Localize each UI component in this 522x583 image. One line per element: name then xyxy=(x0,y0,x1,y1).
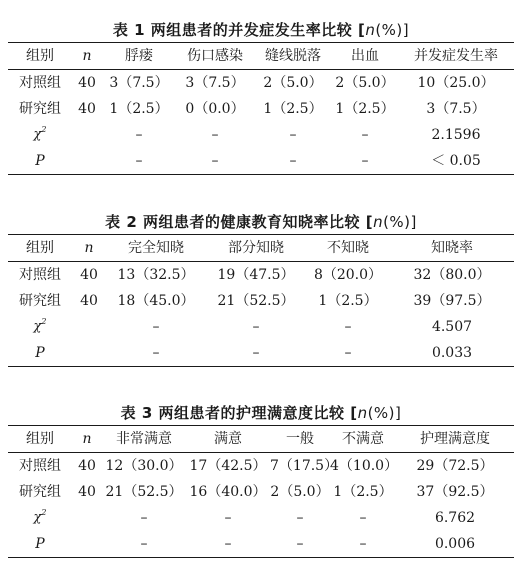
table-1-title-prefix: 表 1 两组患者的并发症发生率比较 [ xyxy=(112,21,366,39)
table-row xyxy=(8,453,514,480)
table-3-title-suffix: (%)] xyxy=(367,404,402,422)
table-header-cell: 缝线脱落 xyxy=(265,48,321,64)
table-1-title-suffix: (%)] xyxy=(375,21,410,39)
table-cell xyxy=(72,148,102,175)
table-cell: 对照组 xyxy=(19,75,61,91)
table-header-cell: 组别 xyxy=(26,240,54,256)
table-cell: – xyxy=(344,319,352,335)
table-cell: – xyxy=(224,536,232,552)
chi-symbol: χ xyxy=(33,319,42,334)
table-cell: 40 xyxy=(78,101,96,117)
table-cell: – xyxy=(152,345,160,361)
table-cell: 37（92.5） xyxy=(416,484,494,500)
table-header-cell: 非常满意 xyxy=(116,431,172,447)
table-cell: 8（20.0） xyxy=(313,267,383,283)
table-1-title-n: n xyxy=(365,21,376,39)
table-cell: 17（42.5） xyxy=(189,458,267,474)
table-cell: 4（10.0） xyxy=(330,458,399,474)
table-cell: 0（0.0） xyxy=(185,101,245,117)
table-row xyxy=(8,288,514,314)
table-cell xyxy=(72,122,102,148)
table-header-cell: 满意 xyxy=(214,431,242,447)
table-cell: 3（7.5） xyxy=(426,101,486,117)
table-row xyxy=(8,262,514,289)
table-cell: 18（45.0） xyxy=(117,293,195,309)
chi-superscript: 2 xyxy=(41,317,47,326)
table-header-cell: n xyxy=(84,240,94,256)
table-1-block xyxy=(0,18,522,175)
p-value-row xyxy=(8,148,514,175)
table-cell: 2（5.0） xyxy=(335,75,395,91)
table-cell: 2.1596 xyxy=(431,127,481,143)
table-cell: 13（32.5） xyxy=(117,267,195,283)
table-cell: 0.006 xyxy=(434,536,476,552)
table-2-block xyxy=(0,210,522,367)
table-3-header-row xyxy=(8,426,514,453)
table-cell: 2（5.0） xyxy=(263,75,323,91)
table-2-title-prefix: 表 2 两组患者的健康教育知晓率比较 [ xyxy=(105,213,374,231)
table-cell: 1（2.5） xyxy=(333,484,393,500)
p-value-label: P xyxy=(35,536,45,552)
table-cell: – xyxy=(359,536,367,552)
table-cell: – xyxy=(361,127,369,143)
table-cell xyxy=(72,531,102,558)
table-cell: – xyxy=(211,127,219,143)
table-cell: – xyxy=(296,536,304,552)
table-header-cell: 完全知晓 xyxy=(128,240,184,256)
chi-symbol: χ xyxy=(33,127,42,142)
table-cell: 39（97.5） xyxy=(413,293,491,309)
table-2-header-row xyxy=(8,235,514,262)
table-cell: – xyxy=(344,345,352,361)
table-cell: 1（2.5） xyxy=(318,293,378,309)
p-value-row xyxy=(8,340,514,367)
table-cell: 1（2.5） xyxy=(109,101,169,117)
table-3 xyxy=(8,425,514,558)
table-cell: 研究组 xyxy=(19,101,61,117)
table-cell: – xyxy=(296,510,304,526)
table-cell: – xyxy=(140,536,148,552)
table-header-cell: 伤口感染 xyxy=(187,48,243,64)
table-row xyxy=(8,96,514,122)
table-cell: – xyxy=(289,127,297,143)
table-header-cell: 护理满意度 xyxy=(420,431,490,447)
table-cell xyxy=(72,314,106,340)
table-cell: 21（52.5） xyxy=(217,293,295,309)
table-2-title xyxy=(0,210,522,234)
table-3-title-n: n xyxy=(357,404,368,422)
table-cell: – xyxy=(252,319,260,335)
table-2-title-n: n xyxy=(373,213,384,231)
table-cell: 1（2.5） xyxy=(335,101,395,117)
table-cell xyxy=(72,340,106,367)
table-header-cell: 知晓率 xyxy=(431,240,473,256)
table-cell: 研究组 xyxy=(19,484,61,500)
chi-square-row xyxy=(8,314,514,340)
table-cell: – xyxy=(359,510,367,526)
table-1 xyxy=(8,42,514,175)
table-cell: 对照组 xyxy=(19,458,61,474)
table-cell: – xyxy=(135,127,143,143)
chi-square-label xyxy=(8,314,72,340)
table-cell: – xyxy=(361,153,369,169)
table-header-cell: 组别 xyxy=(26,48,54,64)
table-cell: – xyxy=(211,153,219,169)
table-header-cell: 脬瘘 xyxy=(125,48,153,64)
table-row xyxy=(8,479,514,505)
table-cell: 6.762 xyxy=(434,510,476,526)
table-cell: – xyxy=(252,345,260,361)
table-cell: 7（17.5） xyxy=(270,458,339,474)
table-1-header-row xyxy=(8,43,514,70)
table-cell: – xyxy=(140,510,148,526)
table-cell: 32（80.0） xyxy=(413,267,491,283)
chi-superscript: 2 xyxy=(41,508,47,517)
table-2-title-suffix: (%)] xyxy=(383,213,417,231)
table-cell: 40 xyxy=(80,293,98,309)
chi-symbol: χ xyxy=(33,510,42,525)
table-2 xyxy=(8,234,514,367)
table-3-block xyxy=(0,401,522,558)
table-header-cell: 不满意 xyxy=(342,431,384,447)
chi-superscript: 2 xyxy=(41,125,47,134)
table-cell: 40 xyxy=(78,75,96,91)
chi-square-label xyxy=(8,122,72,148)
table-cell: ＜ 0.05 xyxy=(431,153,481,169)
table-cell: 4.507 xyxy=(431,319,473,335)
table-cell: – xyxy=(224,510,232,526)
table-cell: 1（2.5） xyxy=(263,101,323,117)
table-cell: 40 xyxy=(78,484,96,500)
p-value-row xyxy=(8,531,514,558)
table-cell: 2（5.0） xyxy=(270,484,330,500)
table-cell: – xyxy=(289,153,297,169)
table-header-cell: 一般 xyxy=(286,431,314,447)
table-cell: 21（52.5） xyxy=(105,484,183,500)
table-cell: 对照组 xyxy=(19,267,61,283)
table-cell: 10（25.0） xyxy=(417,75,495,91)
table-header-cell: 并发症发生率 xyxy=(414,48,498,64)
table-cell: 29（72.5） xyxy=(416,458,494,474)
table-header-cell: 组别 xyxy=(26,431,54,447)
table-header-cell: 不知晓 xyxy=(327,240,369,256)
chi-square-label xyxy=(8,505,72,531)
table-cell: 研究组 xyxy=(19,293,61,309)
chi-square-row xyxy=(8,505,514,531)
table-cell: 40 xyxy=(78,458,96,474)
table-cell: 40 xyxy=(80,267,98,283)
table-1-title xyxy=(0,18,522,42)
table-row xyxy=(8,70,514,97)
table-3-title-prefix: 表 3 两组患者的护理满意度比较 [ xyxy=(120,404,358,422)
p-value-label: P xyxy=(35,345,45,361)
table-cell: 0.033 xyxy=(431,345,473,361)
table-header-cell: n xyxy=(82,431,92,447)
table-cell: 3（7.5） xyxy=(185,75,245,91)
p-value-label: P xyxy=(35,153,45,169)
table-cell: 16（40.0） xyxy=(189,484,267,500)
table-cell xyxy=(72,505,102,531)
table-header-cell: 出血 xyxy=(351,48,379,64)
table-cell: 3（7.5） xyxy=(109,75,169,91)
table-header-cell: 部分知晓 xyxy=(228,240,284,256)
table-cell: 12（30.0） xyxy=(105,458,183,474)
table-cell: – xyxy=(152,319,160,335)
table-cell: 19（47.5） xyxy=(217,267,295,283)
table-header-cell: n xyxy=(82,48,92,64)
table-cell: – xyxy=(135,153,143,169)
chi-square-row xyxy=(8,122,514,148)
table-3-title xyxy=(0,401,522,425)
